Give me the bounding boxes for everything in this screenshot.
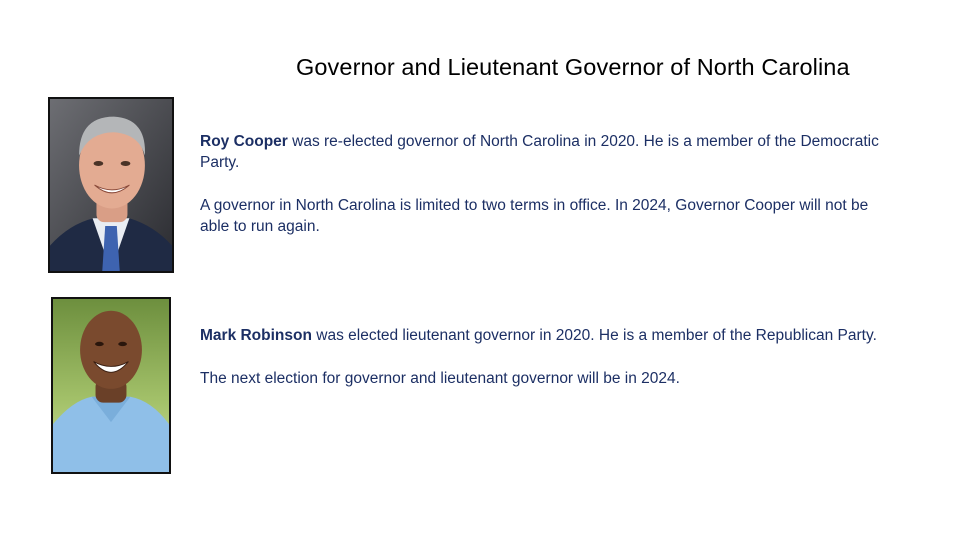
mark-robinson-paragraph-2: The next election for governor and lieutenant governor will be in 2024. bbox=[200, 370, 680, 387]
roy-cooper-paragraph-2: A governor in North Carolina is limited to two terms in office. In 2024, Governor Cooper will not be able to run again. bbox=[200, 197, 869, 235]
roy-cooper-bio bbox=[200, 131, 900, 259]
mark-robinson-name: Mark Robinson bbox=[200, 327, 312, 344]
mark-robinson-paragraph-1-text: was elected lieutenant governor in 2020. He is a member of the Republican Party. bbox=[311, 327, 877, 344]
mark-robinson-bio bbox=[200, 325, 900, 411]
roy-cooper-paragraph-1-text: was re-elected governor of North Carolina in 2020. He is a member of the Democratic Party. bbox=[200, 133, 879, 171]
roy-cooper-name: Roy Cooper bbox=[200, 133, 288, 150]
mark-robinson-photo bbox=[51, 297, 171, 474]
roy-cooper-photo bbox=[48, 97, 174, 273]
roy-cooper-paragraph-1 bbox=[200, 131, 900, 173]
slide-title: Governor and Lieutenant Governor of North Carolina bbox=[296, 54, 850, 80]
mark-robinson-paragraph-1 bbox=[200, 325, 900, 346]
